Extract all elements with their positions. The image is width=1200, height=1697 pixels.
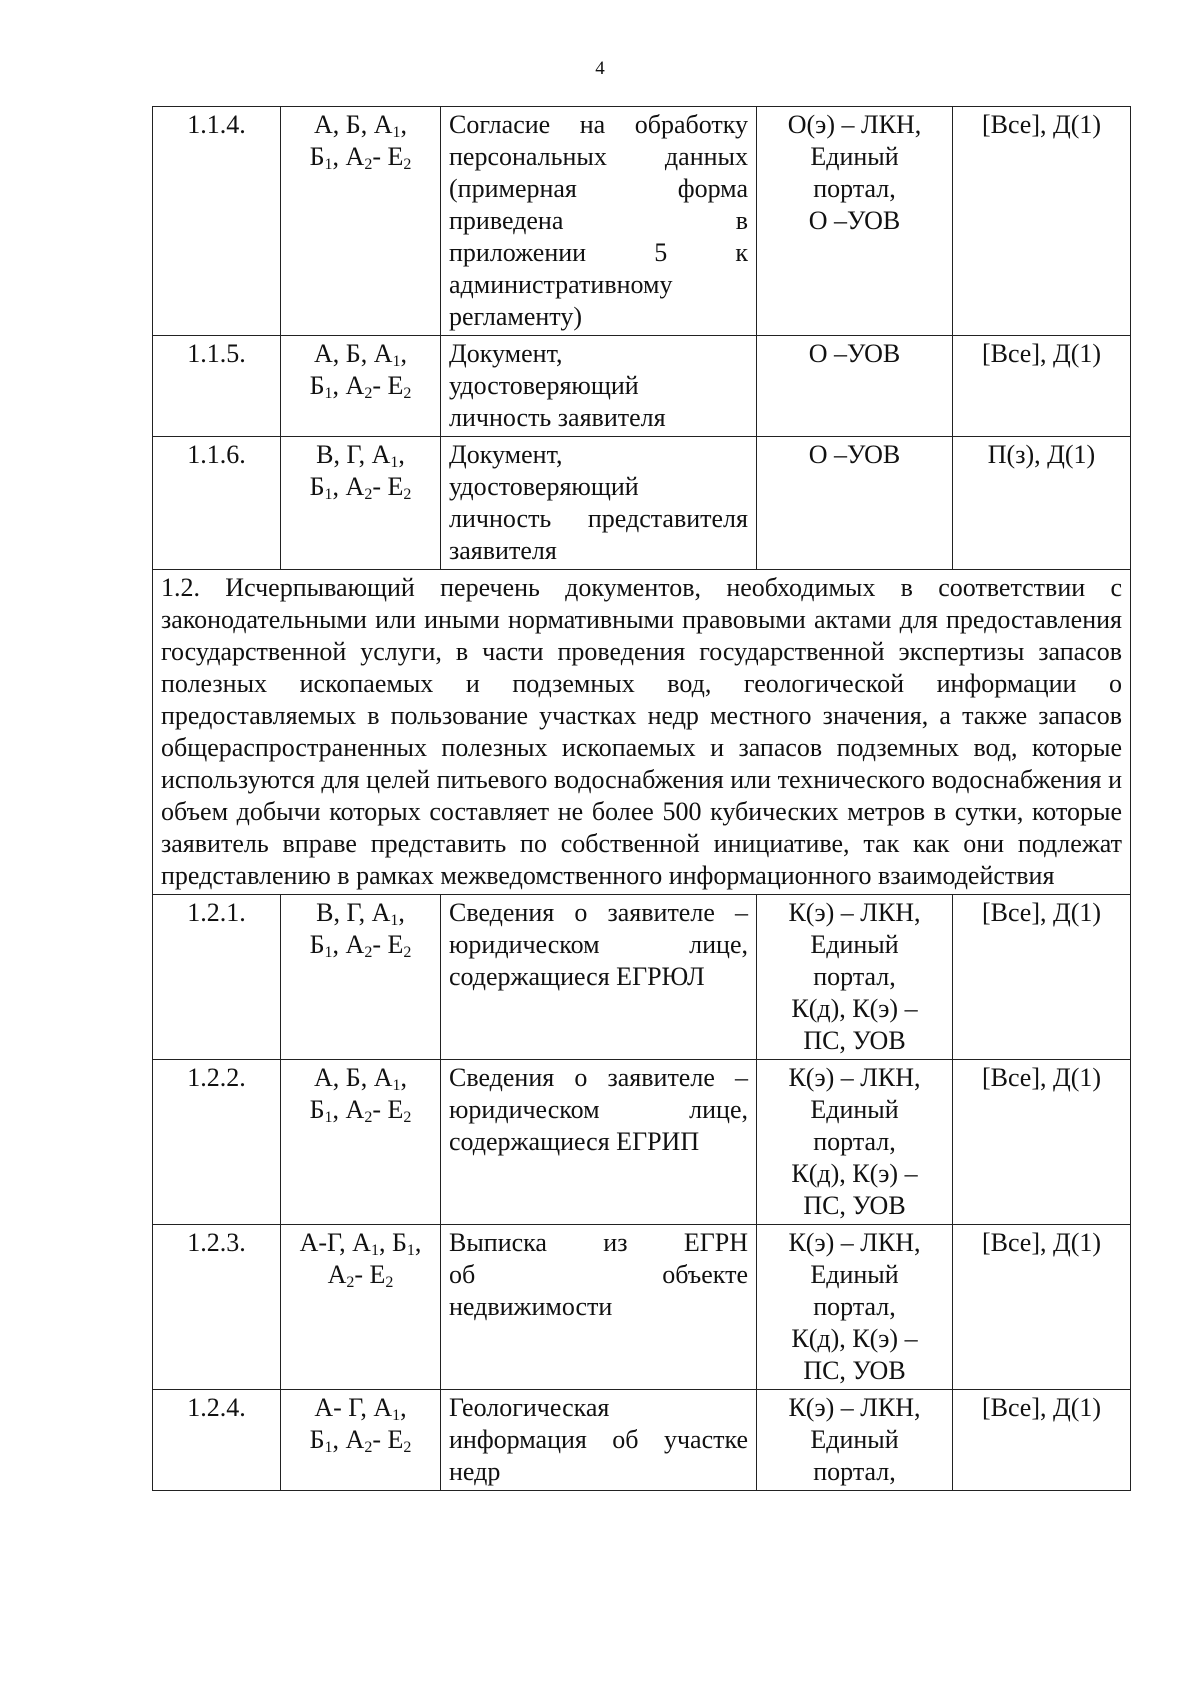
document-description: [441, 1060, 757, 1225]
cell-line: О –УОВ: [808, 440, 901, 469]
cell-line: Геологическая: [449, 1393, 610, 1422]
table-row: [153, 107, 1131, 336]
documents-table: [152, 106, 1131, 1491]
cell-line: К(э) – ЛКН,: [788, 1228, 921, 1257]
cell-line: К(э) – ЛКН,: [788, 1393, 921, 1422]
submission-method: [757, 1225, 953, 1390]
document-description: [441, 437, 757, 570]
document-requirement: [Все], Д(1): [953, 107, 1131, 336]
cell-line: заявителя: [449, 536, 557, 565]
applicant-categories: [281, 895, 441, 1060]
applicant-categories: [281, 1225, 441, 1390]
cell-line: К(д), К(э) –: [791, 1159, 918, 1188]
table-row: [153, 1390, 1131, 1491]
cell-line: В, Г, $А_1$,: [316, 440, 405, 471]
row-number: 1.2.2.: [153, 1060, 281, 1225]
cell-line: А, Б, $А_1$,: [314, 1063, 407, 1094]
cell-line: А, Б, $А_1$,: [314, 339, 407, 370]
cell-line: удостоверяющий: [449, 371, 639, 400]
table-row: [153, 1225, 1131, 1390]
submission-method: [757, 107, 953, 336]
cell-line: $Б_1$, $А_2-$ $Е_2$: [309, 930, 412, 961]
cell-line: Единый: [810, 1425, 899, 1454]
cell-line: содержащиеся ЕГРИП: [449, 1127, 700, 1156]
cell-line: недвижимости: [449, 1292, 613, 1321]
cell-line: портал,: [813, 1127, 896, 1156]
cell-line: административному: [449, 270, 673, 299]
cell-line: К(э) – ЛКН,: [788, 898, 921, 927]
cell-line: ПС, УОВ: [803, 1356, 906, 1385]
cell-line: $Б_1$, $А_2-$ $Е_2$: [309, 371, 412, 402]
document-requirement: [Все], Д(1): [953, 1060, 1131, 1225]
submission-method: [757, 1060, 953, 1225]
document-description: [441, 1390, 757, 1491]
cell-line: К(д), К(э) –: [791, 1324, 918, 1353]
cell-line: Согласие на обработку: [449, 110, 748, 139]
table-row: [153, 895, 1131, 1060]
cell-line: удостоверяющий: [449, 472, 639, 501]
cell-line: ПС, УОВ: [803, 1191, 906, 1220]
cell-line: $Б_1$, $А_2-$ $Е_2$: [309, 472, 412, 503]
table-row: [153, 1060, 1131, 1225]
row-number: 1.2.1.: [153, 895, 281, 1060]
section-heading-row: [153, 570, 1131, 895]
cell-line: Документ,: [449, 339, 563, 368]
cell-line: информация об участке: [449, 1425, 748, 1454]
cell-line: приложении 5 к: [449, 238, 748, 267]
cell-line: К(д), К(э) –: [791, 994, 918, 1023]
cell-line: Единый: [810, 142, 899, 171]
cell-line: $Б_1$, $А_2-$ $Е_2$: [309, 1425, 412, 1456]
applicant-categories: [281, 1390, 441, 1491]
cell-line: В, Г, $А_1$,: [316, 898, 405, 929]
table-row: [153, 336, 1131, 437]
row-number: 1.2.4.: [153, 1390, 281, 1491]
cell-line: Единый: [810, 1260, 899, 1289]
document-requirement: [Все], Д(1): [953, 1390, 1131, 1491]
cell-line: О(э) – ЛКН,: [787, 110, 922, 139]
cell-line: Сведения о заявителе –: [449, 1063, 748, 1092]
document-description: [441, 107, 757, 336]
cell-line: К(э) – ЛКН,: [788, 1063, 921, 1092]
cell-line: Сведения о заявителе –: [449, 898, 748, 927]
document-requirement: П(з), Д(1): [953, 437, 1131, 570]
applicant-categories: [281, 437, 441, 570]
cell-line: личность заявителя: [449, 403, 666, 432]
row-number: 1.1.4.: [153, 107, 281, 336]
cell-line: О –УОВ: [808, 339, 901, 368]
cell-line: об объекте: [449, 1260, 748, 1289]
table-row: [153, 437, 1131, 570]
cell-line: портал,: [813, 1292, 896, 1321]
cell-line: $Б_1$, $А_2-$ $Е_2$: [309, 1095, 412, 1126]
cell-line: А- Г, $А_1$,: [314, 1393, 407, 1424]
row-number: 1.1.6.: [153, 437, 281, 570]
table-section-1-1: [153, 107, 1131, 570]
cell-line: Единый: [810, 1095, 899, 1124]
cell-line: портал,: [813, 1457, 896, 1486]
table-section-heading: [153, 570, 1131, 895]
document-description: [441, 336, 757, 437]
cell-line: юридическом лице,: [449, 930, 748, 959]
cell-line: $А_2-$ $Е_2$: [327, 1260, 394, 1291]
cell-line: регламенту): [449, 302, 582, 331]
cell-line: А-Г, $А_1$, $Б_1$,: [299, 1228, 422, 1259]
submission-method: [757, 336, 953, 437]
submission-method: [757, 437, 953, 570]
cell-line: Единый: [810, 930, 899, 959]
cell-line: О –УОВ: [808, 206, 901, 235]
applicant-categories: [281, 107, 441, 336]
cell-line: А, Б, $А_1$,: [314, 110, 407, 141]
table-section-1-2: [153, 895, 1131, 1491]
document-requirement: [Все], Д(1): [953, 895, 1131, 1060]
applicant-categories: [281, 336, 441, 437]
submission-method: [757, 1390, 953, 1491]
document-description: [441, 1225, 757, 1390]
cell-line: личность представителя: [449, 504, 748, 533]
cell-line: Документ,: [449, 440, 563, 469]
cell-line: приведена в: [449, 206, 748, 235]
document-requirement: [Все], Д(1): [953, 1225, 1131, 1390]
cell-line: портал,: [813, 174, 896, 203]
cell-line: ПС, УОВ: [803, 1026, 906, 1055]
cell-line: $Б_1$, $А_2-$ $Е_2$: [309, 142, 412, 173]
cell-line: (примерная форма: [449, 174, 748, 203]
cell-line: персональных данных: [449, 142, 748, 171]
cell-line: юридическом лице,: [449, 1095, 748, 1124]
applicant-categories: [281, 1060, 441, 1225]
document-description: [441, 895, 757, 1060]
cell-line: содержащиеся ЕГРЮЛ: [449, 962, 705, 991]
cell-line: недр: [449, 1457, 501, 1486]
row-number: 1.2.3.: [153, 1225, 281, 1390]
document-requirement: [Все], Д(1): [953, 336, 1131, 437]
submission-method: [757, 895, 953, 1060]
cell-line: портал,: [813, 962, 896, 991]
section-heading-1-2: 1.2. Исчерпывающий перечень документов, необходимых в соответствии с законодательными или иными нормативными правовыми актами для предоставления государственной услуги, в части проведения государственной экспертизы запасов полезных ископаемых и подземных вод, геологической информации о предоставляемых в пользование участках недр местного значения, а также запасов общераспространенных полезных ископаемых и запасов подземных вод, которые используются для целей питьевого водоснабжения или технического водоснабжения и объем добычи которых составляет не более 500 кубических метров в сутки, которые заявитель вправе представить по собственной инициативе, так как они подлежат представлению в рамках межведомственного информационного взаимодействия: [153, 570, 1131, 895]
row-number: 1.1.5.: [153, 336, 281, 437]
cell-line: Выписка из ЕГРН: [449, 1228, 748, 1257]
page-number: 4: [595, 58, 605, 79]
